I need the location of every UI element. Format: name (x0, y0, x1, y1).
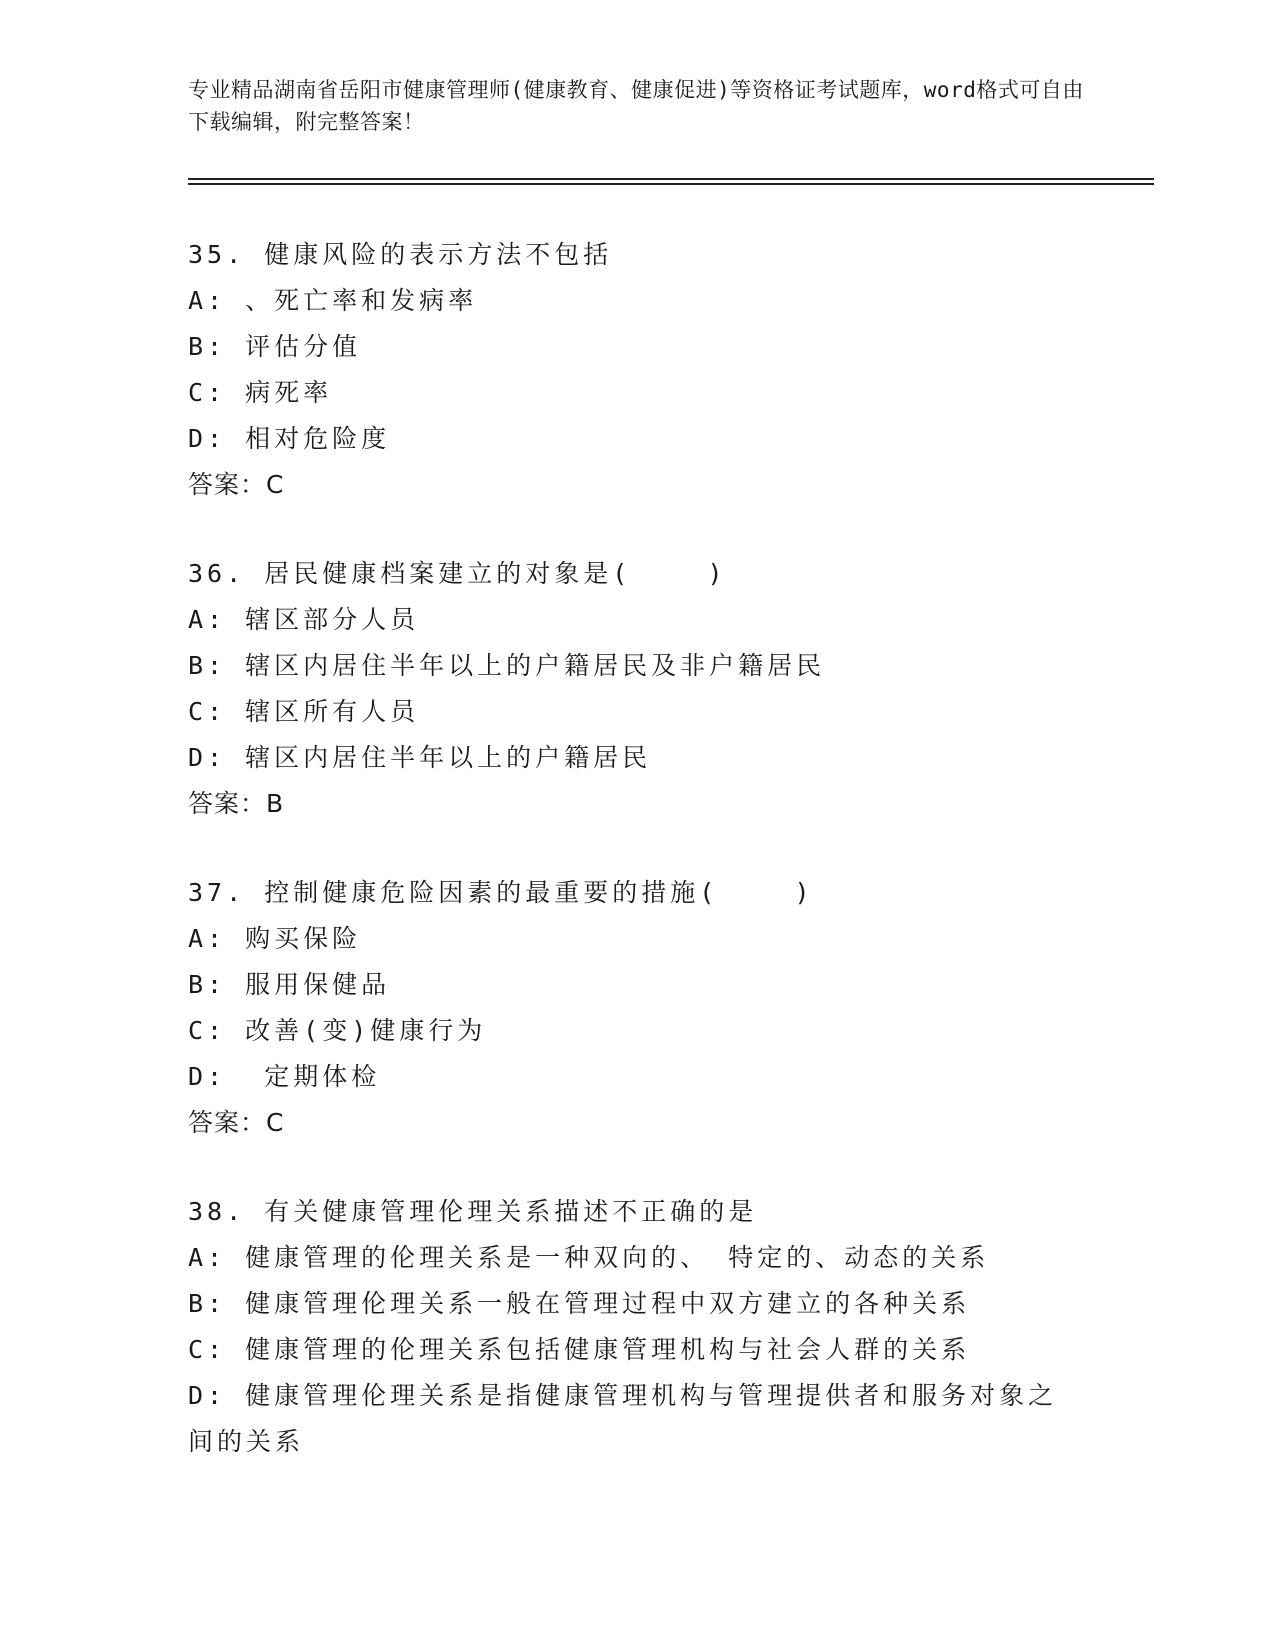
option-c: C: 改善(变)健康行为 (188, 1016, 487, 1045)
question-37 (188, 870, 1088, 1146)
document-header (188, 74, 1088, 138)
option-b: B: 评估分值 (188, 332, 362, 361)
option-d: D: 辖区内居住半年以上的户籍居民 (188, 743, 652, 772)
answer-label: 答案：C (188, 1108, 285, 1137)
question-stem: 35. 健康风险的表示方法不包括 (188, 240, 613, 269)
option-a: A: 健康管理的伦理关系是一种双向的、 特定的、动态的关系 (188, 1243, 990, 1272)
header-text: 专业精品湖南省岳阳市健康管理师(健康教育、健康促进)等资格证考试题库，word格式可自由下载编辑，附完整答案！ (188, 78, 1084, 134)
header-divider-top (188, 178, 1154, 180)
option-b: B: 健康管理伦理关系一般在管理过程中双方建立的各种关系 (188, 1289, 971, 1318)
answer-label: 答案：B (188, 789, 285, 818)
option-d: D: 相对危险度 (188, 424, 391, 453)
option-c: C: 辖区所有人员 (188, 697, 420, 726)
option-c: C: 病死率 (188, 378, 333, 407)
option-a: A: 、死亡率和发病率 (188, 286, 478, 315)
question-35 (188, 232, 1088, 508)
option-d: D: 健康管理伦理关系是指健康管理机构与管理提供者和服务对象之间的关系 (188, 1381, 1058, 1456)
question-stem: 37. 控制健康危险因素的最重要的措施( ) (188, 878, 814, 907)
option-c: C: 健康管理的伦理关系包括健康管理机构与社会人群的关系 (188, 1335, 971, 1364)
header-divider-bottom (188, 183, 1154, 185)
question-stem: 36. 居民健康档案建立的对象是( ) (188, 559, 727, 588)
question-36 (188, 551, 1088, 827)
option-a: A: 购买保险 (188, 924, 362, 953)
question-stem: 38. 有关健康管理伦理关系描述不正确的是 (188, 1197, 758, 1226)
option-b: B: 服用保健品 (188, 970, 391, 999)
option-a: A: 辖区部分人员 (188, 605, 420, 634)
question-38 (188, 1189, 1088, 1465)
question-list (188, 232, 1088, 1508)
option-b: B: 辖区内居住半年以上的户籍居民及非户籍居民 (188, 651, 826, 680)
option-d: D: 定期体检 (188, 1062, 381, 1091)
answer-label: 答案：C (188, 470, 285, 499)
